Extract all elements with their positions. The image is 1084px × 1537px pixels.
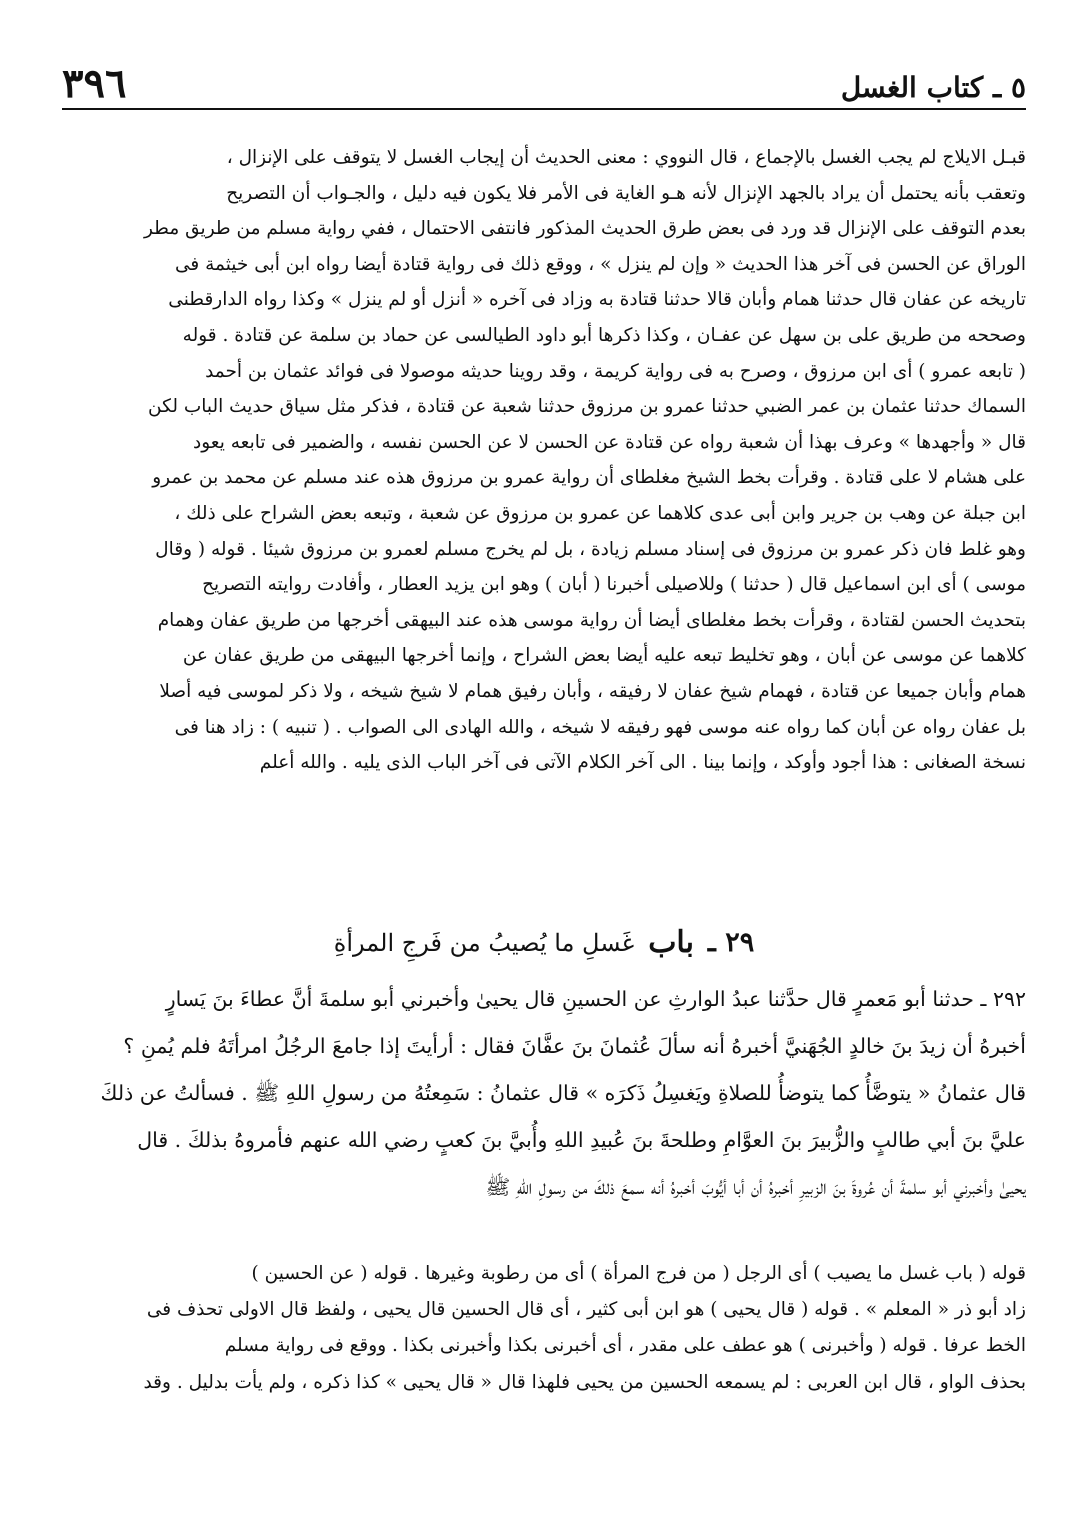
commentary-line: بتحديث الحسن لقتادة ، وقرأت بخط مغلطاى أيضا أن رواية موسى هذه عند البيهقى أخرجها من طريق عفان وهمام — [157, 609, 1026, 631]
hadith-line: أخبرهُ أن زيدَ بنَ خالدٍ الجُهَنيَّ أخبرهُ أنه سألَ عُثمانَ بنَ عفَّانَ فقال : أرأيتَ إذا جامعَ الرجُلُ امرأتَهُ فلم يُمنِ ؟ — [123, 1034, 1026, 1058]
chapter-title: غَسلِ ما يُصيبُ من فَرجِ المرأةِ — [333, 929, 635, 957]
hadith-line: يحيىٰ وأخبرني أبو سلمةَ أن عُروةَ بنَ الزبيرِ أخبرهُ أن أبا أيُّوبَ أخبرهُ أنه سمعَ ذلكَ من رسولِ اللهِ ﷺ — [485, 1175, 1026, 1199]
commentary-line: الوراق عن الحسن فى آخر هذا الحديث « وإن لم ينزل » ، ووقع ذلك فى رواية قتادة أيضا رواه ابن أبى خيثمة فى — [174, 253, 1026, 275]
hadith-line: قال عثمانُ « يتوضَّأُ كما يتوضأُ للصلاةِ ويَغسِلُ ذَكرَه » قال عثمانُ : سَمِعتُهُ من رسولِ اللهِ ﷺ . فسألتُ عن ذلكَ — [100, 1081, 1026, 1105]
commentary-line: بحذف الواو ، قال ابن العربى : لم يسمعه الحسين من يحيى فلهذا قال « قال يحيى » كذا ذكره ، ولم يأت بدليل . وقد — [143, 1371, 1026, 1393]
commentary-line: ابن جبلة عن وهب بن جرير وابن أبى عدى كلاهما عن عمرو بن مرزوق عن شعبة ، وتبعه بعض الشراح على ذلك ، — [174, 502, 1026, 524]
commentary-line: بل عفان رواه عن أبان كما رواه عنه موسى فهو رفيقه لا شيخه ، والله الهادى الى الصواب . ( تنبيه ) : زاد هنا فى — [174, 716, 1026, 738]
commentary-line: تاريخه عن عفان قال حدثنا همام وأبان قالا حدثنا قتادة به وزاد فى آخره « أنزل أو لم ينزل » وكذا رواه الدارقطنى — [168, 289, 1026, 311]
hadith-line: ٢٩٢ ـ حدثنا أبو مَعمرٍ قال حدَّثنا عبدُ الوارثِ عن الحسينِ قال يحيىٰ وأخبرني أبو سلمةَ أنَّ عطاءَ بنَ يَسارٍ — [165, 987, 1026, 1011]
commentary-line: بعدم التوقف على الإنزال قد ورد فى بعض طرق الحديث المذكور فانتفى الاحتمال ، ففي رواية مسلم من طريق مطر — [143, 218, 1026, 240]
commentary-line: زاد أبو ذر « المعلم » . قوله ( قال يحيى ) هو ابن أبى كثير ، أى قال الحسين قال يحيى ، ولفظ قال الاولى تحذف فى — [146, 1299, 1026, 1321]
commentary-line: قبـل الايلاج لم يجب الغسل بالإجماع ، قال النووي : معنى الحديث أن إيجاب الغسل لا يتوقف على الإنزال ، — [226, 147, 1026, 168]
commentary-line: ( تابعه عمرو ) أى ابن مرزوق ، وصرح به فى رواية كريمة ، وقد روينا حديثه موصولا فى فوائد عثمان بن أحمد — [205, 360, 1026, 382]
commentary-line: على هشام لا على قتادة . وقرأت بخط الشيخ مغلطاى أن رواية عمرو بن مرزوق هذه عند مسلم عن محمد بن عمرو — [152, 467, 1026, 489]
page-header — [62, 56, 1026, 110]
commentary-line: نسخة الصغانى : هذا أجود وأوكد ، وإنما بينا . الى آخر الكلام الآتى فى آخر الباب الذى يليه . والله أعلم — [259, 752, 1026, 774]
commentary-line: السماك حدثنا عثمان بن عمر الضبي حدثنا عمرو بن مرزوق حدثنا شعبة عن قتادة ، فذكر مثل سياق حديث الباب لكن — [148, 396, 1026, 418]
commentary-line: وهو غلط فان ذكر عمرو بن مرزوق فى إسناد مسلم زيادة ، بل لم يخرج مسلم لعمرو بن مرزوق شيئا . قوله ( وقال — [155, 538, 1026, 560]
commentary-top — [62, 140, 1026, 781]
commentary-line: قوله ( باب غسل ما يصيب ) أى الرجل ( من فرج المرأة ) أى من رطوبة وغيرها . قوله ( عن الحسين ) — [251, 1263, 1026, 1284]
running-title: ٥ ـ كتاب الغسل — [840, 71, 1026, 104]
commentary-line: موسى ) أى ابن اسماعيل قال ( حدثنا ) وللاصيلى أخبرنا ( أبان ) وهو ابن يزيد العطار ، وأفادت روايته التصريح — [202, 574, 1026, 596]
commentary-line: وتعقب بأنه يحتمل أن يراد بالجهد الإنزال لأنه هـو الغاية فى الأمر فلا يكون فيه دليل ، والجـواب أن التصريح — [226, 182, 1026, 204]
chapter-heading — [62, 920, 1026, 966]
commentary-bottom — [62, 1256, 1026, 1401]
page-number: ٣٩٦ — [62, 60, 127, 107]
chapter-label: باب — [648, 925, 694, 960]
commentary-line: همام وأبان جميعا عن قتادة ، فهمام شيخ عفان لا رفيقه ، وأبان رفيق همام لا شيخ شيخه ، ولا ذكر لموسى فيه أصلا — [159, 680, 1026, 702]
hadith-text — [62, 976, 1026, 1211]
commentary-line: كلاهما عن موسى عن أبان ، وهو تخليط تبعه عليه أيضا بعض الشراح ، وإنما أخرجها البيهقى من طريق عفان عن — [182, 645, 1026, 667]
chapter-number: ٢٩ ـ — [707, 927, 755, 958]
commentary-line: الخط عرفا . قوله ( وأخبرنى ) هو عطف على مقدر ، أى أخبرنى بكذا وأخبرنى بكذا . ووقع فى رواية مسلم — [224, 1335, 1026, 1357]
hadith-line: عليَّ بنَ أبي طالبٍ والزُّبيرَ بنَ العوَّامِ وطلحةَ بنَ عُبيدِ اللهِ وأُبيَّ بنَ كعبٍ رضي الله عنهم فأمروهُ بذلكَ . قال — [137, 1128, 1026, 1152]
commentary-line: قال « وأجهدها » وعرف بهذا أن شعبة رواه عن قتادة عن الحسن لا عن الحسن نفسه ، والضمير فى تابعه يعود — [193, 431, 1026, 453]
commentary-line: وصححه من طريق على بن سهل عن عفـان ، وكذا ذكرها أبو داود الطيالسى عن حماد بن سلمة عن قتادة . قوله — [182, 324, 1026, 346]
